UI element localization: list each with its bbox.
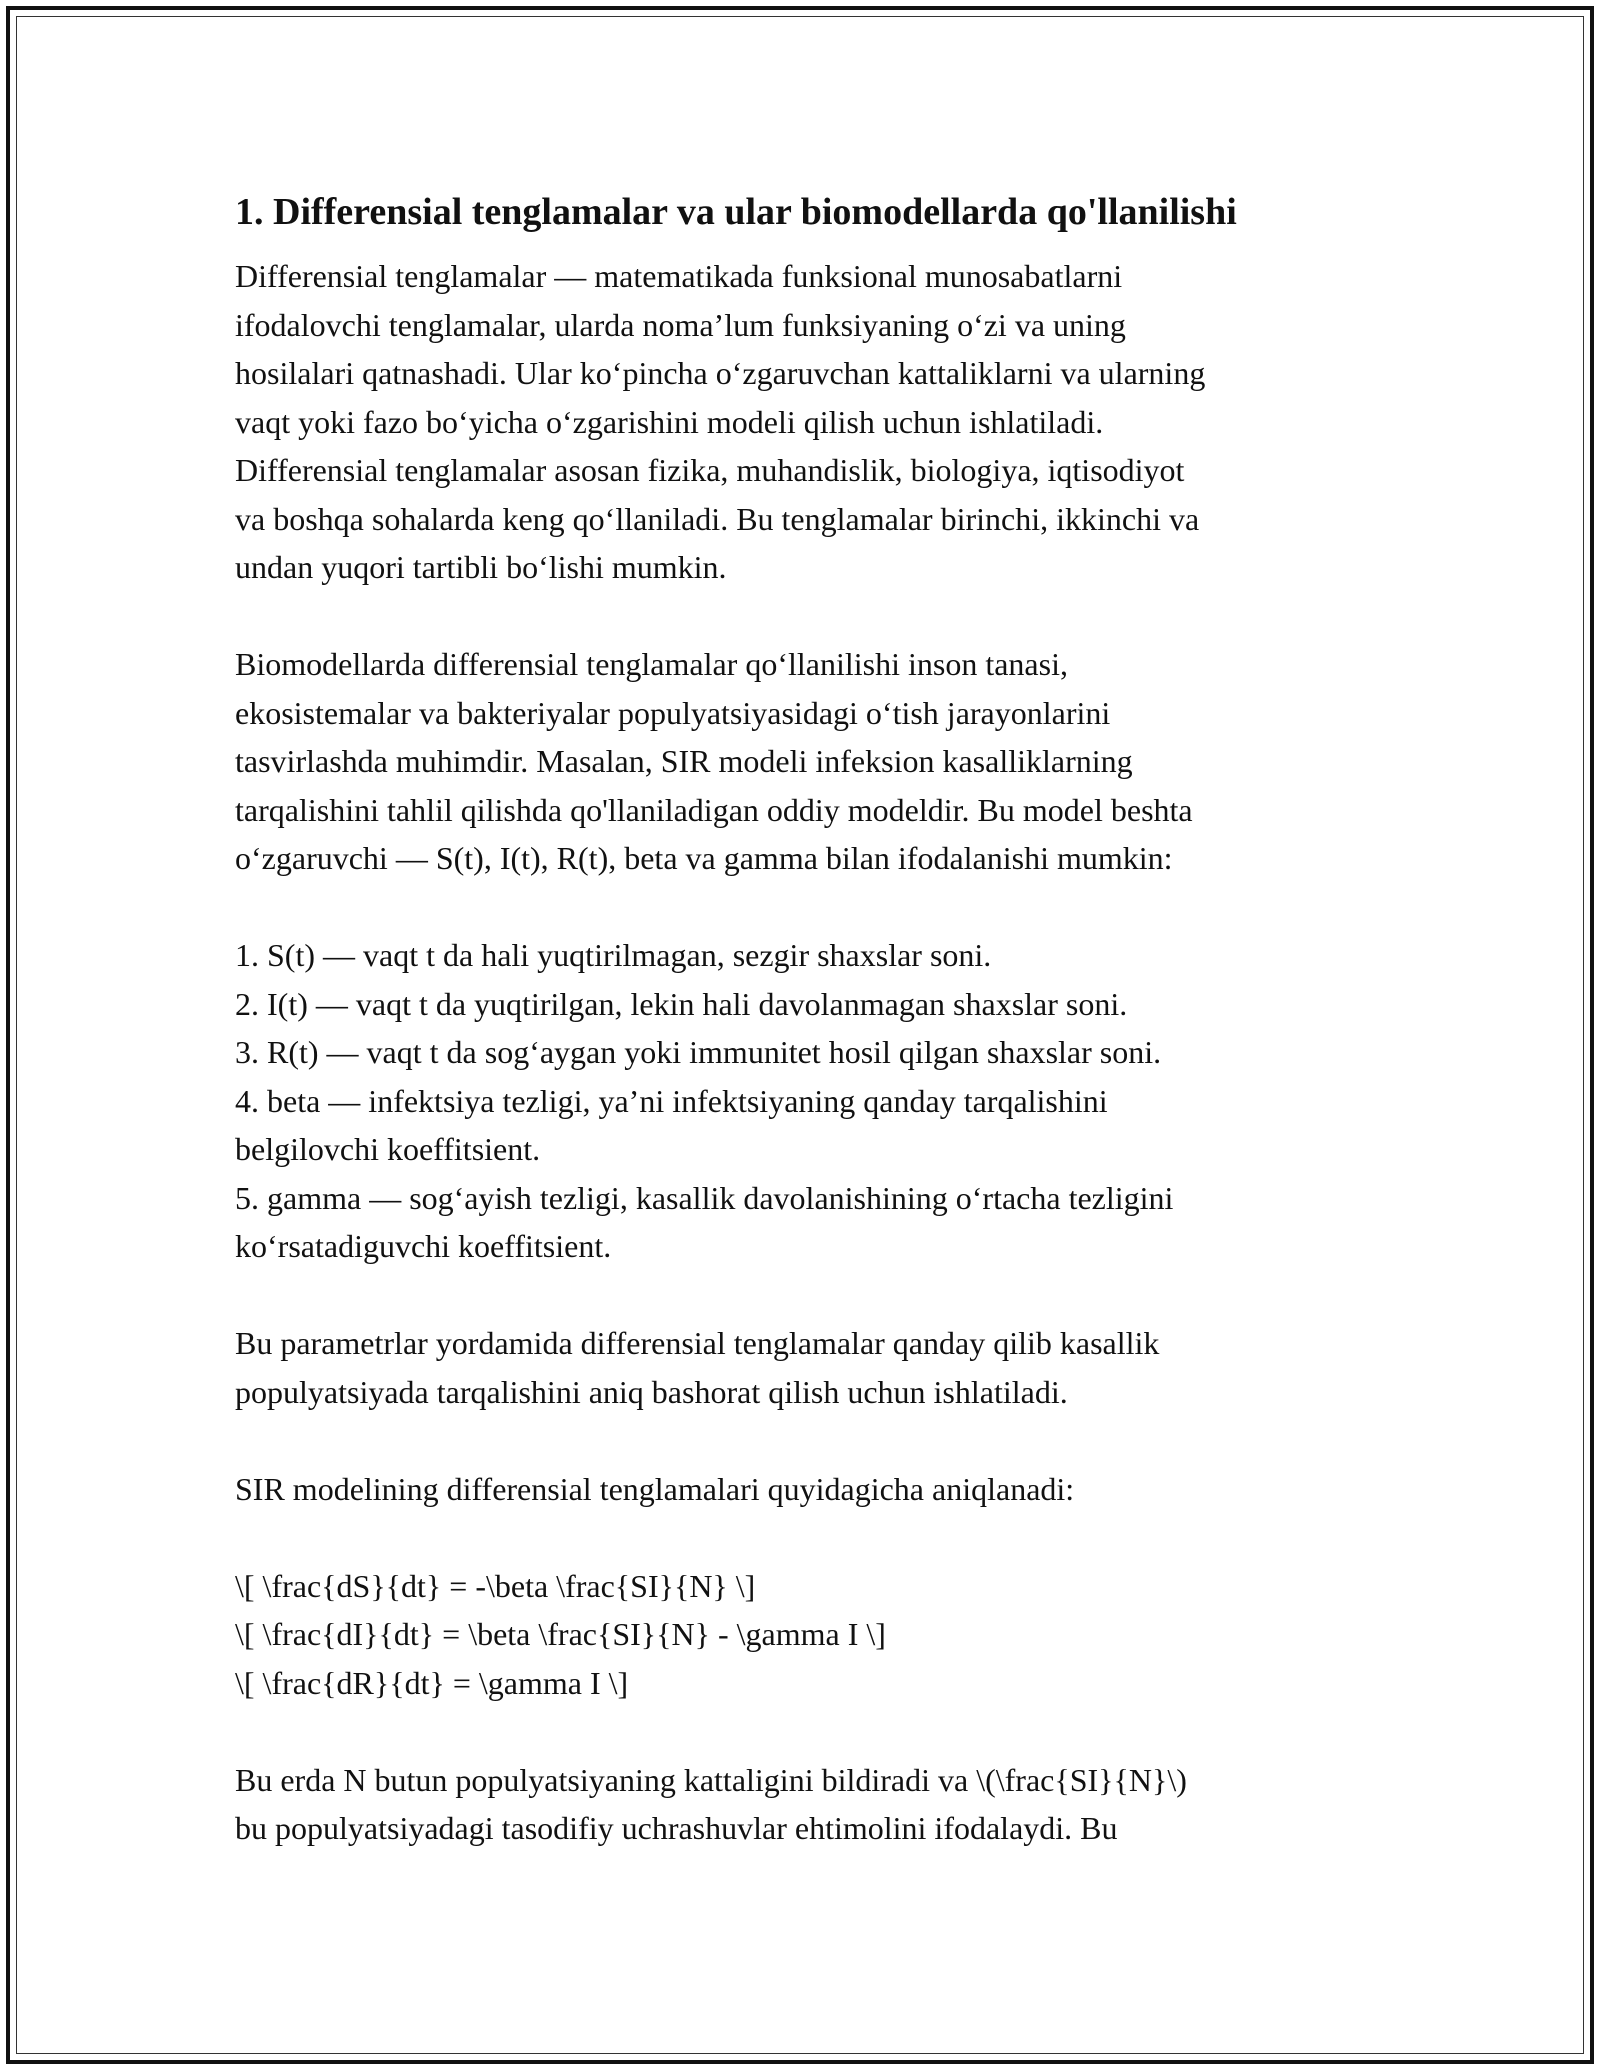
- text-line: SIR modelining differensial tenglamalari quyidagicha aniqlanadi:: [235, 1470, 1075, 1507]
- paragraph-explanation: [235, 1756, 1360, 1853]
- text-line: bu populyatsiyadagi tasodifiy uchrashuvlar ehtimolini ifodalaydi. Bu: [235, 1810, 1118, 1846]
- equation-di-dt: \[ \frac{dI}{dt} = \beta \frac{SI}{N} - \gamma I \]: [235, 1616, 886, 1652]
- text-line: Bu parametrlar yordamida differensial tenglamalar qanday qilib kasallik: [235, 1325, 1160, 1361]
- text-line: populyatsiyada tarqalishini aniq bashorat qilish uchun ishlatiladi.: [235, 1373, 1068, 1410]
- equation-dr-dt: \[ \frac{dR}{dt} = \gamma I \]: [235, 1664, 629, 1701]
- paragraph-spacer: [235, 592, 1360, 641]
- paragraph-spacer: [235, 1271, 1360, 1320]
- text-line: Biomodellarda differensial tenglamalar qo‘llanilishi inson tanasi,: [235, 646, 1068, 682]
- text-line: hosilalari qatnashadi. Ular ko‘pincha o‘zgaruvchan kattaliklarni va ularning: [235, 355, 1206, 391]
- text-line: undan yuqori tartibli bo‘lishi mumkin.: [235, 549, 727, 585]
- section-title: 1. Differensial tenglamalar va ular biomodellarda qo'llanilishi: [235, 191, 1237, 233]
- text-line: ekosistemalar va bakteriyalar populyatsiyasidagi o‘tish jarayonlarini: [235, 694, 1111, 731]
- list-item: 3. R(t) — vaqt t da sog‘aygan yoki immunitet hosil qilgan shaxslar soni.: [235, 1034, 1162, 1070]
- list-item-continuation: ko‘rsatadiguvchi koeffitsient.: [235, 1228, 612, 1264]
- paragraph-spacer: [235, 883, 1360, 932]
- text-line: o‘zgaruvchi — S(t), I(t), R(t), beta va gamma bilan ifodalanishi mumkin:: [235, 840, 1173, 876]
- text-line: vaqt yoki fazo bo‘yicha o‘zgarishini modeli qilish uchun ishlatiladi.: [235, 403, 1104, 440]
- text-line: Bu erda N butun populyatsiyaning kattaligini bildiradi va \(\frac{SI}{N}\): [235, 1761, 1187, 1798]
- text-line: ifodalovchi tenglamalar, ularda noma’lum funksiyaning o‘zi va uning: [235, 306, 1126, 343]
- paragraph-spacer: [235, 1707, 1360, 1756]
- list-item: 2. I(t) — vaqt t da yuqtirilgan, lekin hali davolanmagan shaxslar soni.: [235, 985, 1128, 1022]
- text-line: tarqalishini tahlil qilishda qo'llaniladigan oddiy modeldir. Bu model beshta: [235, 791, 1193, 828]
- text-line: Differensial tenglamalar — matematikada funksional munosabatlarni: [235, 258, 1123, 294]
- list-item-continuation: belgilovchi koeffitsient.: [235, 1131, 541, 1167]
- paragraph-parameters: [235, 1319, 1360, 1416]
- paragraph-definition: [235, 252, 1360, 592]
- text-line: Differensial tenglamalar asosan fizika, muhandislik, biologiya, iqtisodiyot: [235, 452, 1185, 488]
- document-body: [235, 186, 1360, 1853]
- variable-list: [235, 931, 1360, 1271]
- paragraph-biomodels: [235, 640, 1360, 883]
- equations-block: [235, 1562, 1360, 1708]
- paragraph-spacer: [235, 1416, 1360, 1465]
- paragraph-spacer: [235, 1513, 1360, 1562]
- list-item: 4. beta — infektsiya tezligi, ya’ni infektsiyaning qanday tarqalishini: [235, 1082, 1108, 1119]
- list-item: 1. S(t) — vaqt t da hali yuqtirilmagan, sezgir shaxslar soni.: [235, 937, 992, 973]
- paragraph-sir-intro: [235, 1465, 1360, 1514]
- text-line: va boshqa sohalarda keng qo‘llaniladi. Bu tenglamalar birinchi, ikkinchi va: [235, 500, 1200, 537]
- text-line: tasvirlashda muhimdir. Masalan, SIR modeli infeksion kasalliklarning: [235, 743, 1133, 779]
- list-item: 5. gamma — sog‘ayish tezligi, kasallik davolanishining o‘rtacha tezligini: [235, 1179, 1174, 1216]
- equation-ds-dt: \[ \frac{dS}{dt} = -\beta \frac{SI}{N} \]: [235, 1567, 756, 1604]
